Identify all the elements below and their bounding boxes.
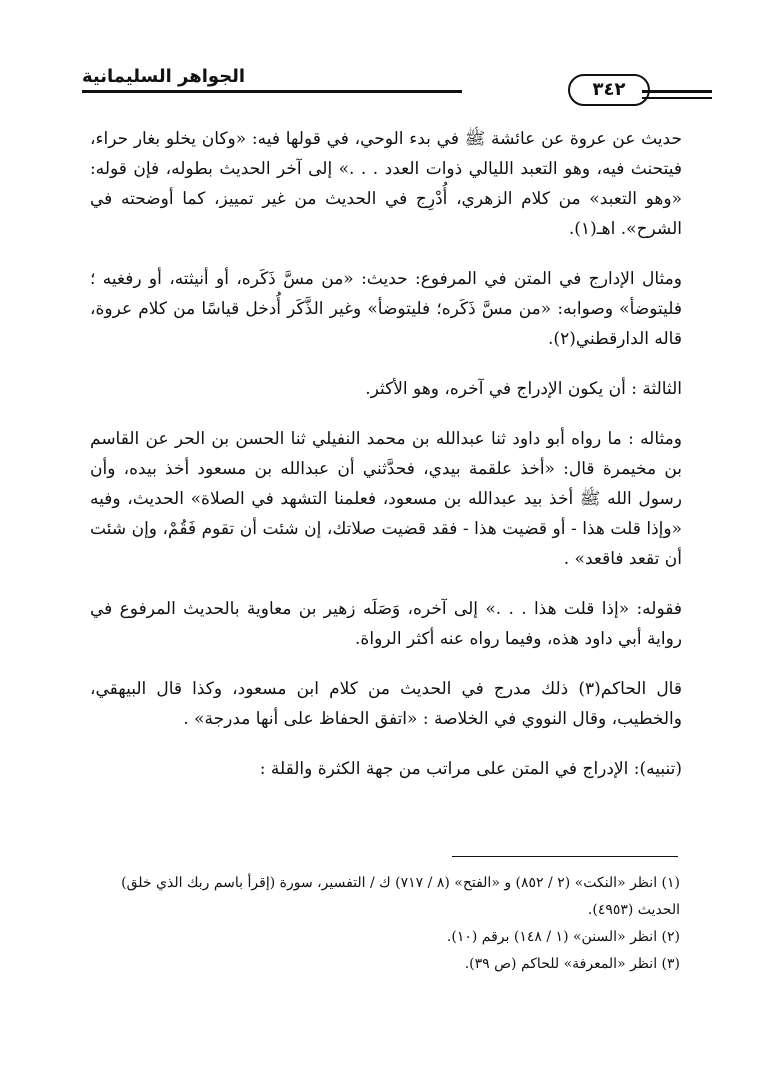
- paragraph-6: قال الحاكم(٣) ذلك مدرج في الحديث من كلام ابن مسعود، وكذا قال البيهقي، والخطيب، وقال النووي في الخلاصة : «اتفق الحفاظ على أنها مدرجة» .: [90, 679, 682, 729]
- main-text: [90, 124, 682, 804]
- paragraph-2: ومثال الإدارج في المتن في المرفوع: حديث: «من مسَّ ذَكَره، أو أنيثته، أو رفغيه ؛ فليتوضأ» وصوابه: «من مسَّ ذَكَره؛ فليتوضأ» وغير الذَّكَر أُدخل قياسًا من كلام عروة، قاله الدارقطني(٢).: [90, 269, 682, 349]
- footnote-separator: [452, 856, 678, 857]
- footnotes: [96, 870, 680, 978]
- page-header: [82, 66, 672, 110]
- header-double-rule: [642, 90, 712, 93]
- running-title: الجواهر السليمانية: [82, 66, 246, 87]
- footnote-2: (٢) انظر «السنن» (١ / ١٤٨) برقم (١٠).: [446, 929, 680, 945]
- page-number: ٣٤٢: [568, 74, 650, 106]
- footnote-3: (٣) انظر «المعرفة» للحاكم (ص ٣٩).: [464, 956, 680, 972]
- footnote-1: (١) انظر «النكت» (٢ / ٨٥٢) و «الفتح» (٨ / ٧١٧) ك / التفسير، سورة (إقرأ باسم ربك الذي خلق) الحديث (٤٩٥٣).: [121, 875, 680, 918]
- paragraph-5: فقوله: «إذا قلت هذا . . .» إلى آخره، وَصَلَه زهير بن معاوية بالحديث المرفوع في رواية أبي داود هذه، وفيما رواه عنه أكثر الرواة.: [90, 599, 682, 649]
- paragraph-4: ومثاله : ما رواه أبو داود ثنا عبدالله بن محمد النفيلي ثنا الحسن بن الحر عن القاسم بن مخيمرة قال: «أخذ علقمة بيدي، فحدَّثني أن عبدالله بن مسعود أخذ بيده، وأن رسول الله ﷺ أخذ بيد عبدالله بن مسعود، فعلمنا التشهد في الصلاة» الحديث، وفيه «وإذا قلت هذا - أو قضيت هذا - فقد قضيت صلاتك، إن شئت أن تقوم فَقُمْ، وإن شئت أن تقعد فاقعد» .: [90, 429, 682, 569]
- header-rule: [82, 90, 462, 93]
- paragraph-7: (تنبيه): الإدراج في المتن على مراتب من جهة الكثرة والقلة :: [259, 759, 682, 779]
- paragraph-3: الثالثة : أن يكون الإدراج في آخره، وهو الأكثر.: [365, 379, 682, 399]
- paragraph-1: حديث عن عروة عن عائشة ﷺ في بدء الوحي، في قولها فيه: «وكان يخلو بغار حراء، فيتحنث فيه، وهو التعبد الليالي ذوات العدد . . .» إلى آخر الحديث بطوله، فإن قوله: «وهو التعبد» من كلام الزهري، أُدْرِج في الحديث من غير تمييز، كما أوضحته في الشرح». اهـ(١).: [90, 129, 682, 239]
